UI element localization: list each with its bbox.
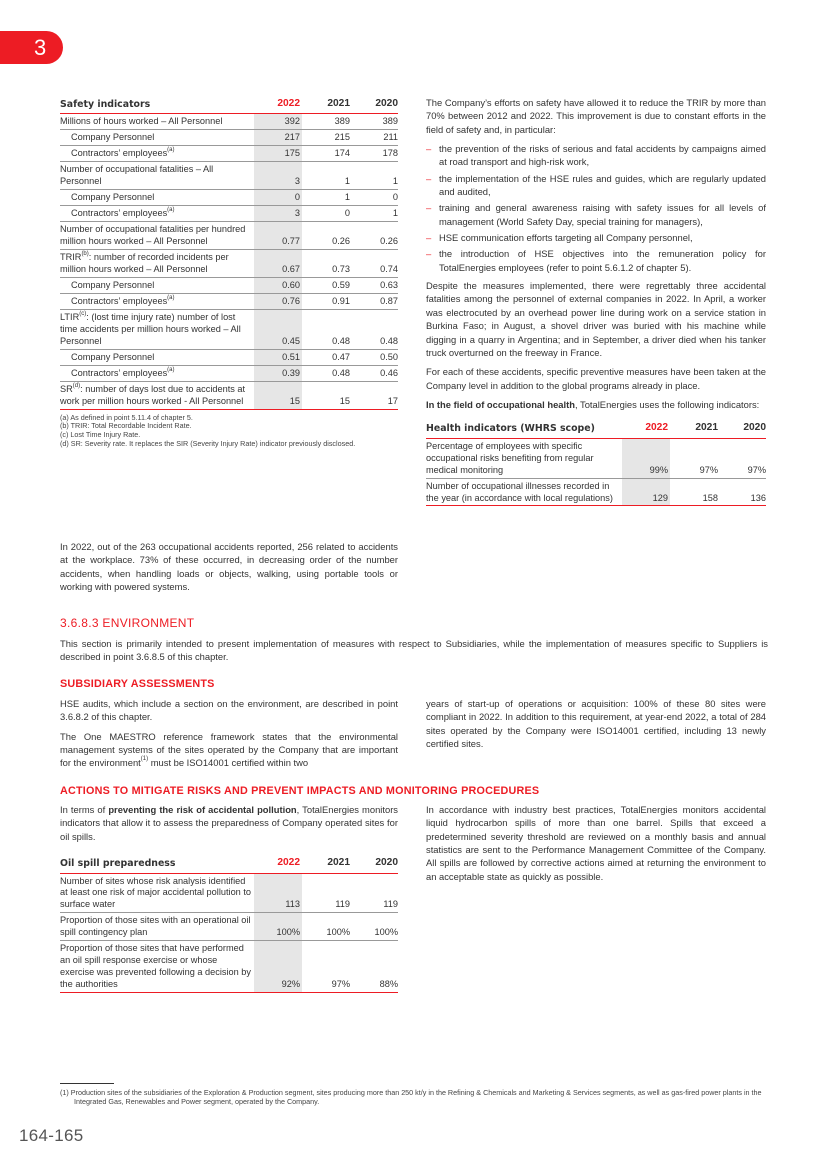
footnote-divider xyxy=(60,1083,114,1084)
value-2020: 178 xyxy=(382,148,398,159)
value-2021: 158 xyxy=(702,492,718,503)
table-row xyxy=(60,146,398,162)
safety-indicators-table xyxy=(60,95,398,410)
row-label-text: SR xyxy=(60,383,73,394)
value-2022: 0 xyxy=(254,190,302,206)
value-2020: 1 xyxy=(392,176,398,187)
note-item: (b) TRIR: Total Recordable Incident Rate. xyxy=(60,421,192,431)
value-2020: 17 xyxy=(387,395,398,406)
value-2021: 15 xyxy=(339,395,350,406)
health-table-header xyxy=(426,419,766,438)
oil-header-2022: 2022 xyxy=(277,857,300,869)
safety-header-label: Safety indicators xyxy=(60,98,151,110)
table-row xyxy=(60,190,398,206)
list-item: – the implementation of the HSE rules and guides, which are regularly updated and audited, xyxy=(426,172,766,199)
oil-header-2020: 2020 xyxy=(375,857,398,869)
oil-spill-intro xyxy=(60,803,398,843)
health-intro-rest: , TotalEnergies uses the following indicators: xyxy=(574,398,760,410)
safety-efforts-list xyxy=(426,142,766,274)
row-label: Proportion of those sites that have performed an oil spill response exercise or whose exercise was prevented following a decision by the authorities xyxy=(60,943,251,990)
value-2020: 0 xyxy=(392,192,398,203)
value-2021: 0.47 xyxy=(332,351,350,362)
value-2022: 92% xyxy=(254,941,302,993)
row-label-text: Millions of hours worked – All Personnel xyxy=(60,116,223,127)
value-2022: 100% xyxy=(254,913,302,941)
value-2022: 129 xyxy=(622,478,670,506)
value-2022: 113 xyxy=(254,873,302,913)
maestro-text-main: The One MAESTRO reference framework states that the environmental management systems of the sites operated by the Company that are important for the environment xyxy=(60,730,398,769)
oil-header-2021: 2021 xyxy=(327,857,350,869)
row-label xyxy=(60,309,254,349)
list-item: – HSE communication efforts targeting all Company personnel, xyxy=(426,231,766,244)
oil-spill-table xyxy=(60,854,398,993)
row-label-text: TRIR xyxy=(60,252,82,263)
row-label-rest: : number of recorded incidents per million hours worked – All Personnel xyxy=(60,252,229,275)
safety-table-header xyxy=(60,95,398,114)
row-label-text: Company Personnel xyxy=(71,279,155,290)
value-2021: 1 xyxy=(344,176,350,187)
row-label-rest: : number of days lost due to accidents at work per million hours worked - All Personnel xyxy=(60,383,246,406)
oil-header-label: Oil spill preparedness xyxy=(60,857,176,869)
row-label-sup: (d) xyxy=(72,382,81,389)
row-label-sup: (a) xyxy=(167,207,175,214)
table-row xyxy=(426,438,766,478)
chapter-number: 3 xyxy=(34,35,47,60)
value-2022: 0.67 xyxy=(254,250,302,278)
trir-intro: The Company’s efforts on safety have allowed it to reduce the TRIR by more than 70% between 2012 and 2022. This improvement is due to constant efforts in the field of safety and, in particular: xyxy=(426,97,766,135)
table-row xyxy=(60,130,398,146)
row-label-text: Contractors’ employees xyxy=(71,367,168,378)
actions-left xyxy=(60,803,398,993)
oil-spill-intro-post: , TotalEnergies monitors indicators that allow it to assess the preparedness of Company operated sites for oil spills. xyxy=(60,804,398,842)
footnote: (1) Production sites of the subsidiaries of the Exploration & Production segment, sites producing more than 250 kt/y in the Refining & Chemicals and Marketing & Services segments, as well as gas-fired power plants in the Integrated Gas, Renewables and Power segment, operated by the Company. xyxy=(60,1088,762,1106)
row-label: Number of occupational illnesses recorded in the year (in accordance with local regulations) xyxy=(426,480,613,503)
value-2021: 0.73 xyxy=(332,264,350,275)
value-2021: 0.48 xyxy=(332,335,350,346)
row-label xyxy=(60,277,254,293)
row-label-sup: (a) xyxy=(167,147,175,154)
value-2020: 0.50 xyxy=(380,351,398,362)
row-label: Number of sites whose risk analysis identified at least one risk of major accidental pollution to surface water xyxy=(60,875,251,910)
row-label-sup: (a) xyxy=(167,366,175,373)
safety-header-2022: 2022 xyxy=(277,98,300,109)
value-2021: 1 xyxy=(344,192,350,203)
row-label xyxy=(60,365,254,381)
value-2020: 100% xyxy=(374,927,398,938)
oil-table-header xyxy=(60,854,398,873)
value-2020: 0.48 xyxy=(380,335,398,346)
value-2021: 215 xyxy=(334,132,350,143)
row-label xyxy=(60,206,254,222)
value-2021: 389 xyxy=(334,116,350,127)
value-2021: 100% xyxy=(326,927,350,938)
maestro-text-end: must be ISO14001 certified within two xyxy=(148,757,309,769)
list-item: – the prevention of the risks of serious and fatal accidents by campaigns aimed at road transport and high-risk work, xyxy=(426,142,766,169)
value-2020: 211 xyxy=(383,132,398,143)
table-row xyxy=(60,206,398,222)
row-label xyxy=(60,162,254,190)
safety-table-notes xyxy=(60,414,398,449)
note-item: (c) Lost Time Injury Rate. xyxy=(60,430,141,440)
table-row xyxy=(60,381,398,409)
table-row xyxy=(60,250,398,278)
value-2022: 15 xyxy=(254,381,302,409)
value-2020: 1 xyxy=(392,208,398,219)
safety-table-block xyxy=(60,95,398,449)
table-row xyxy=(60,293,398,309)
value-2020: 0.46 xyxy=(380,367,398,378)
actions-heading: ACTIONS TO MITIGATE RISKS AND PREVENT IMPACTS AND MONITORING PROCEDURES xyxy=(60,785,540,797)
row-label-text: Company Personnel xyxy=(71,132,155,143)
value-2021: 0.91 xyxy=(332,295,350,306)
value-2022: 0.39 xyxy=(254,365,302,381)
table-row xyxy=(60,309,398,349)
table-row xyxy=(426,478,766,506)
row-label-text: Number of occupational fatalities – All Personnel xyxy=(60,164,214,187)
value-2022: 217 xyxy=(254,130,302,146)
value-2020: 97% xyxy=(747,464,766,475)
value-2021: 119 xyxy=(335,899,350,910)
oil-spill-intro-pre: In terms of xyxy=(60,804,109,815)
table-row xyxy=(60,222,398,250)
value-2021: 97% xyxy=(699,464,718,475)
row-label xyxy=(60,349,254,365)
safety-header-2020: 2020 xyxy=(375,98,398,109)
value-2020: 0.74 xyxy=(380,264,398,275)
value-2020: 88% xyxy=(379,979,398,990)
value-2022: 0.45 xyxy=(254,309,302,349)
table-row xyxy=(60,349,398,365)
accidents-text: In 2022, out of the 263 occupational accidents reported, 256 related to accidents at the workplace. 73% of these occurred, in decreasing order of the number accidents, when handling loads or objects, walking, using portable tools or working with powered systems. xyxy=(60,541,398,593)
health-intro xyxy=(426,398,766,411)
safety-header-2021: 2021 xyxy=(327,98,350,109)
health-header-2020: 2020 xyxy=(743,422,766,434)
value-2021: 0.26 xyxy=(332,236,350,247)
value-2021: 0.59 xyxy=(332,279,350,290)
row-label-sup: (c) xyxy=(79,310,87,317)
value-2022: 99% xyxy=(622,438,670,478)
health-header-2022: 2022 xyxy=(645,422,668,434)
row-label xyxy=(60,222,254,250)
list-item: – training and general awareness raising with safety issues for all levels of management (World Safety Day, special training for managers), xyxy=(426,201,766,228)
environment-intro xyxy=(60,637,768,670)
row-label-text: Contractors’ employees xyxy=(71,208,168,219)
row-label-text: Number of occupational fatalities per hundred million hours worked – All Personnel xyxy=(60,224,246,247)
row-label xyxy=(60,130,254,146)
table-row xyxy=(60,277,398,293)
health-intro-bold: In the field of occupational health xyxy=(426,398,575,410)
note-item: (d) SR: Severity rate. It replaces the SIR (Severity Injury Rate) indicator previously disclosed. xyxy=(60,438,356,448)
row-label: Proportion of those sites with an operational oil spill contingency plan xyxy=(60,915,251,938)
health-indicators-table xyxy=(426,419,766,506)
right-column xyxy=(426,96,766,506)
value-2022: 3 xyxy=(254,162,302,190)
value-2020: 136 xyxy=(750,492,766,503)
subsidiary-right xyxy=(426,697,766,756)
table-row xyxy=(60,162,398,190)
value-2020: 0.87 xyxy=(380,295,398,306)
chapter-tab xyxy=(0,31,63,64)
value-2022: 3 xyxy=(254,206,302,222)
table-row xyxy=(60,365,398,381)
row-label-sup: (a) xyxy=(167,294,175,301)
measures-paragraph: For each of these accidents, specific preventive measures have been taken at the Company level in addition to the global programs already in place. xyxy=(426,366,766,391)
table-row xyxy=(60,913,398,941)
row-label xyxy=(60,190,254,206)
list-item: – the introduction of HSE objectives into the remuneration policy for TotalEnergies employees (refer to point 5.6.1.2 of chapter 5). xyxy=(426,247,766,274)
row-label xyxy=(60,250,254,278)
value-2022: 175 xyxy=(254,146,302,162)
row-label-sup: (b) xyxy=(81,251,89,258)
row-label: Percentage of employees with specific occupational risks benefiting from regular medical monitoring xyxy=(426,440,594,475)
value-2021: 174 xyxy=(334,148,350,159)
oil-spill-intro-bold: preventing the risk of accidental pollution xyxy=(108,804,297,815)
row-label xyxy=(60,146,254,162)
row-label xyxy=(60,114,254,130)
environment-intro-text: This section is primarily intended to present implementation of measures with respect to Subsidiaries, while the implementation of measures specific to Suppliers is described in point 3.6.8.5 of this chapter. xyxy=(60,638,768,663)
value-2021: 0 xyxy=(344,208,350,219)
row-label-text: Contractors’ employees xyxy=(71,295,168,306)
note-item: (a) As defined in point 5.11.4 of chapter 5. xyxy=(60,412,193,422)
page-number: 164-165 xyxy=(19,1126,84,1145)
health-header-label: Health indicators (WHRS scope) xyxy=(426,422,595,434)
value-2022: 392 xyxy=(254,114,302,130)
environment-heading: 3.6.8.3 ENVIRONMENT xyxy=(60,616,195,630)
iso-certification-text: years of start-up of operations or acquisition: 100% of these 80 sites were compliant in 2022. In addition to this requirement, at year-end 2022, a total of 284 sites operated by the Company were ISO14001 certified, including 13 newly certified sites. xyxy=(426,698,766,750)
value-2022: 0.60 xyxy=(254,277,302,293)
row-label-text: LTIR xyxy=(60,311,80,322)
subsidiary-left xyxy=(60,697,398,776)
value-2022: 0.76 xyxy=(254,293,302,309)
fatalities-paragraph: Despite the measures implemented, there were regrettably three accidental fatalities among the personnel of external companies in 2022. In April, a worker was electrocuted by an overhead power line during work on a service station in Burkina Faso; in August, a shovel driver was buried with his machine while digging in a quarry in Argentina; and in September, a driver died when his tanker truck overturned on the freeway in France. xyxy=(426,280,766,358)
subsidiary-assessments-heading: SUBSIDIARY ASSESSMENTS xyxy=(60,678,215,690)
value-2022: 0.77 xyxy=(254,222,302,250)
row-label-rest: : (lost time injury rate) number of lost time accidents per million hours worked – All Personnel xyxy=(60,311,241,346)
value-2022: 0.51 xyxy=(254,349,302,365)
table-row xyxy=(60,941,398,993)
value-2020: 389 xyxy=(382,116,398,127)
value-2021: 0.48 xyxy=(332,367,350,378)
row-label-text: Contractors’ employees xyxy=(71,148,168,159)
health-header-2021: 2021 xyxy=(695,422,718,434)
value-2021: 97% xyxy=(331,979,350,990)
spills-monitoring-text: In accordance with industry best practices, TotalEnergies monitors accidental liquid hydrocarbon spills of more than one barrel. Spills that exceed a predetermined severity threshold are reviewed on a monthly basis and annual statistics are sent to the Performance Management Committee of the Company. All spills are followed by corrective actions aimed at returning the environment to an acceptable state as quickly as possible. xyxy=(426,804,766,882)
actions-right xyxy=(426,803,766,889)
row-label-text: Company Personnel xyxy=(71,192,155,203)
row-label xyxy=(60,381,254,409)
table-row xyxy=(60,114,398,130)
table-row xyxy=(60,873,398,913)
maestro-text xyxy=(60,730,398,770)
value-2020: 0.63 xyxy=(380,279,398,290)
row-label-text: Company Personnel xyxy=(71,351,155,362)
value-2020: 0.26 xyxy=(380,236,398,247)
hse-audits-text: HSE audits, which include a section on the environment, are described in point 3.6.8.2 of this chapter. xyxy=(60,698,398,723)
row-label xyxy=(60,293,254,309)
accidents-paragraph xyxy=(60,540,398,599)
value-2020: 119 xyxy=(383,899,398,910)
maestro-footnote-ref: (1) xyxy=(140,756,149,763)
